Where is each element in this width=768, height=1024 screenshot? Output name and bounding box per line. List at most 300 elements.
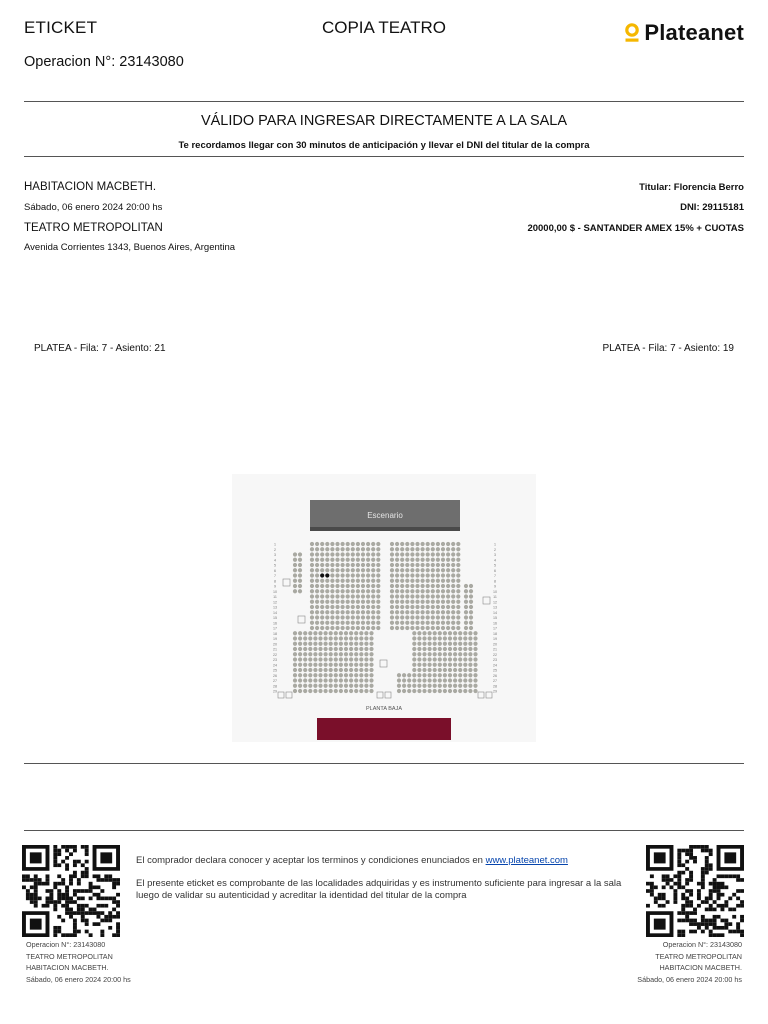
caption-left: [26, 939, 131, 985]
seat: [395, 552, 399, 556]
seat: [400, 615, 404, 619]
seat: [469, 615, 473, 619]
seat: [351, 568, 355, 572]
stage-band: [317, 718, 451, 740]
seat: [390, 626, 394, 630]
seat: [390, 589, 394, 593]
seat: [346, 610, 350, 614]
row-number: 19: [273, 637, 277, 641]
seat: [376, 573, 380, 577]
seat: [349, 684, 353, 688]
seat: [320, 568, 324, 572]
seat: [351, 573, 355, 577]
seat: [446, 542, 450, 546]
seat: [421, 600, 425, 604]
seat: [464, 610, 468, 614]
seat: [315, 615, 319, 619]
terms-link[interactable]: www.plateanet.com: [485, 855, 568, 866]
seat: [361, 568, 365, 572]
seat: [436, 573, 440, 577]
qr-code-left: [22, 845, 120, 942]
seat: [436, 568, 440, 572]
seat: [359, 647, 363, 651]
seat: [390, 584, 394, 588]
seat: [318, 636, 322, 640]
seat: [405, 563, 409, 567]
seat: [361, 600, 365, 604]
seat: [303, 631, 307, 635]
seat: [415, 573, 419, 577]
seat: [456, 594, 460, 598]
seat: [473, 636, 477, 640]
row-number: 5: [274, 563, 276, 568]
seat: [320, 621, 324, 625]
seat: [341, 552, 345, 556]
seat: [390, 542, 394, 546]
seat: [468, 657, 472, 661]
terms-text: El comprador declara conocer y aceptar los terminos y condiciones enunciados en www.plateanet.com: [136, 855, 568, 866]
seat: [308, 684, 312, 688]
seat: [293, 668, 297, 672]
seat: [453, 663, 457, 667]
seat: [346, 626, 350, 630]
seat: [451, 563, 455, 567]
seat: [438, 631, 442, 635]
seat: [334, 684, 338, 688]
seat: [330, 542, 334, 546]
seat: [464, 615, 468, 619]
row-number: 22: [493, 652, 497, 657]
seat: [330, 584, 334, 588]
seat: [451, 626, 455, 630]
seat: [303, 642, 307, 646]
seat: [415, 542, 419, 546]
qr-code-icon: [646, 845, 744, 937]
seat: [320, 605, 324, 609]
seat: [415, 600, 419, 604]
seat: [298, 684, 302, 688]
seat: [458, 647, 462, 651]
seat: [426, 547, 430, 551]
row-number: 6: [274, 568, 276, 573]
seat: [334, 663, 338, 667]
row-number: 26: [273, 673, 277, 678]
seat: [402, 689, 406, 693]
seat: [293, 552, 297, 556]
seat: [376, 605, 380, 609]
seat: [310, 621, 314, 625]
seat: [421, 626, 425, 630]
seat: [310, 605, 314, 609]
seat: [310, 600, 314, 604]
seat: [315, 542, 319, 546]
seat: [351, 594, 355, 598]
seat: [390, 621, 394, 625]
seat: [458, 673, 462, 677]
seat: [303, 673, 307, 677]
seat: [456, 552, 460, 556]
seat: [390, 558, 394, 562]
seat: [330, 589, 334, 593]
seat: [473, 647, 477, 651]
seat: [366, 558, 370, 562]
seat: [405, 568, 409, 572]
seat: [318, 673, 322, 677]
seat: [354, 636, 358, 640]
seat: [354, 684, 358, 688]
seat: [351, 605, 355, 609]
seat: [464, 626, 468, 630]
seat: [356, 563, 360, 567]
seat: [364, 663, 368, 667]
seat: [446, 589, 450, 593]
seat: [438, 652, 442, 656]
seat: [329, 689, 333, 693]
seat: [339, 636, 343, 640]
seat: [341, 547, 345, 551]
seat: [364, 657, 368, 661]
seat: [371, 615, 375, 619]
seat: [438, 673, 442, 677]
seat: [349, 689, 353, 693]
seat: [441, 563, 445, 567]
seat: [339, 684, 343, 688]
seat: [415, 558, 419, 562]
seat: [395, 568, 399, 572]
seat: [366, 563, 370, 567]
seat: [400, 542, 404, 546]
operation-number: Operacion N°: 23143080: [24, 54, 184, 70]
seat: [320, 589, 324, 593]
seat: [415, 626, 419, 630]
seat: [366, 626, 370, 630]
seat: [329, 684, 333, 688]
seat: [361, 584, 365, 588]
seat: [315, 589, 319, 593]
seat: [458, 652, 462, 656]
seat: [330, 547, 334, 551]
seat: [433, 647, 437, 651]
seat: [441, 594, 445, 598]
seat: [405, 542, 409, 546]
seat: [310, 558, 314, 562]
seat: [400, 594, 404, 598]
seat: [410, 589, 414, 593]
seat: [376, 615, 380, 619]
row-number: 11: [493, 595, 497, 599]
seat: [395, 594, 399, 598]
seat: [395, 615, 399, 619]
seat: [351, 600, 355, 604]
seat-info-right: PLATEA - Fila: 7 - Asiento: 19: [602, 343, 734, 354]
seat: [313, 652, 317, 656]
seat: [308, 652, 312, 656]
seat: [428, 678, 432, 682]
seat: [412, 657, 416, 661]
seat: [315, 563, 319, 567]
seat: [426, 626, 430, 630]
seat: [395, 547, 399, 551]
seat: [318, 657, 322, 661]
seat: [324, 642, 328, 646]
seat: [431, 594, 435, 598]
seat: [436, 615, 440, 619]
seat: [366, 568, 370, 572]
seat: [361, 615, 365, 619]
seat: [354, 689, 358, 693]
seat: [344, 647, 348, 651]
seat: [371, 600, 375, 604]
seat: [371, 605, 375, 609]
seat: [433, 631, 437, 635]
seat: [448, 636, 452, 640]
row-number: 10: [273, 589, 277, 594]
seat: [298, 657, 302, 661]
seat: [310, 552, 314, 556]
seat: [325, 605, 329, 609]
seat: [415, 605, 419, 609]
seat: [356, 547, 360, 551]
seat: [324, 668, 328, 672]
seat: [468, 642, 472, 646]
seat: [446, 579, 450, 583]
seat: [349, 663, 353, 667]
seat: [341, 579, 345, 583]
seat: [369, 652, 373, 656]
seat: [371, 584, 375, 588]
seat: [366, 610, 370, 614]
seat: [341, 600, 345, 604]
seat: [397, 673, 401, 677]
seat: [446, 552, 450, 556]
seat: [453, 642, 457, 646]
seat: [371, 610, 375, 614]
seat: [456, 605, 460, 609]
seat: [446, 605, 450, 609]
seat: [369, 663, 373, 667]
seat: [456, 563, 460, 567]
seat: [325, 615, 329, 619]
seat: [366, 552, 370, 556]
seat: [443, 684, 447, 688]
seat: [415, 610, 419, 614]
seat: [369, 647, 373, 651]
seat: [310, 542, 314, 546]
seat: [313, 631, 317, 635]
seat: [293, 657, 297, 661]
seat: [361, 563, 365, 567]
seat: [339, 689, 343, 693]
seat: [356, 558, 360, 562]
seat: [468, 631, 472, 635]
seat: [426, 600, 430, 604]
seat: [318, 668, 322, 672]
seat: [376, 610, 380, 614]
seat: [356, 610, 360, 614]
row-number: 17: [493, 626, 497, 631]
seat: [469, 600, 473, 604]
seat: [397, 678, 401, 682]
seat: [344, 673, 348, 677]
seat: [339, 673, 343, 677]
seat: [441, 552, 445, 556]
seat: [366, 600, 370, 604]
seat: [325, 600, 329, 604]
seat: [410, 558, 414, 562]
seat: [421, 610, 425, 614]
seat: [339, 657, 343, 661]
seat: [369, 678, 373, 682]
seat: [400, 584, 404, 588]
seat: [441, 573, 445, 577]
seat: [453, 668, 457, 672]
seat: [346, 579, 350, 583]
seat: [315, 584, 319, 588]
seat: [415, 563, 419, 567]
seat: [417, 668, 421, 672]
seat: [308, 689, 312, 693]
seat: [426, 563, 430, 567]
seat: [308, 642, 312, 646]
row-number: 27: [273, 679, 277, 683]
seat: [376, 568, 380, 572]
row-number: 28: [273, 684, 277, 689]
seat: [361, 621, 365, 625]
seat: [346, 594, 350, 598]
seat: [405, 605, 409, 609]
row-number: 3: [274, 553, 276, 557]
seat: [351, 589, 355, 593]
seat: [354, 657, 358, 661]
seat: [469, 605, 473, 609]
seat: [325, 610, 329, 614]
seat: [415, 584, 419, 588]
seat: [448, 684, 452, 688]
seat: [400, 563, 404, 567]
seat: [329, 668, 333, 672]
seat: [315, 558, 319, 562]
seat: [412, 642, 416, 646]
seat: [351, 584, 355, 588]
seat: [415, 579, 419, 583]
seat: [441, 589, 445, 593]
seat: [335, 573, 339, 577]
seat: [329, 647, 333, 651]
seat: [410, 573, 414, 577]
logo-text: Plateanet: [644, 20, 744, 45]
seat: [361, 547, 365, 551]
seat: [298, 573, 302, 577]
seat: [438, 684, 442, 688]
seat: [320, 626, 324, 630]
seat: [318, 642, 322, 646]
seat: [359, 663, 363, 667]
seat: [376, 579, 380, 583]
seat: [334, 636, 338, 640]
seat: [453, 678, 457, 682]
caption-venue: TEATRO METROPOLITAN: [655, 951, 742, 961]
seat: [346, 542, 350, 546]
seat: [468, 663, 472, 667]
seat: [369, 657, 373, 661]
seat: [428, 642, 432, 646]
seat: [335, 547, 339, 551]
row-number: 7: [494, 574, 496, 578]
seat: [364, 642, 368, 646]
seat: [361, 558, 365, 562]
seat: [339, 652, 343, 656]
seat: [428, 636, 432, 640]
row-number: 26: [493, 673, 497, 678]
seat: [369, 636, 373, 640]
seat: [376, 558, 380, 562]
seat: [464, 600, 468, 604]
seat: [433, 689, 437, 693]
seat: [356, 621, 360, 625]
seat: [417, 673, 421, 677]
seat: [415, 568, 419, 572]
seat: [335, 600, 339, 604]
seat: [366, 579, 370, 583]
seat: [410, 626, 414, 630]
seat: [421, 563, 425, 567]
seat: [453, 689, 457, 693]
seat: [433, 668, 437, 672]
seat: [463, 678, 467, 682]
qr-code-right: [646, 845, 744, 942]
seat: [318, 678, 322, 682]
seat: [335, 579, 339, 583]
seat: [458, 684, 462, 688]
seat: [320, 615, 324, 619]
caption-venue: TEATRO METROPOLITAN: [26, 951, 113, 961]
seat: [422, 647, 426, 651]
seat: [410, 621, 414, 625]
seat: [395, 558, 399, 562]
seat: [422, 636, 426, 640]
seat: [303, 663, 307, 667]
seat: [334, 642, 338, 646]
seat: [451, 600, 455, 604]
seat: [325, 584, 329, 588]
seat: [428, 663, 432, 667]
seat: [415, 589, 419, 593]
seat: [315, 626, 319, 630]
seat: [354, 647, 358, 651]
seat: [303, 668, 307, 672]
seat: [436, 626, 440, 630]
seat: [330, 605, 334, 609]
seat: [397, 689, 401, 693]
seat: [330, 621, 334, 625]
seat: [364, 668, 368, 672]
seat: [446, 600, 450, 604]
row-number: 21: [273, 647, 277, 652]
seat: [330, 600, 334, 604]
seat: [308, 647, 312, 651]
seat: [421, 579, 425, 583]
seat: [351, 558, 355, 562]
seat: [458, 636, 462, 640]
seat: [463, 668, 467, 672]
seat: [329, 657, 333, 661]
seat: [361, 589, 365, 593]
seat: [293, 579, 297, 583]
seat: [428, 652, 432, 656]
seat: [361, 594, 365, 598]
seat: [441, 621, 445, 625]
seat: [313, 673, 317, 677]
